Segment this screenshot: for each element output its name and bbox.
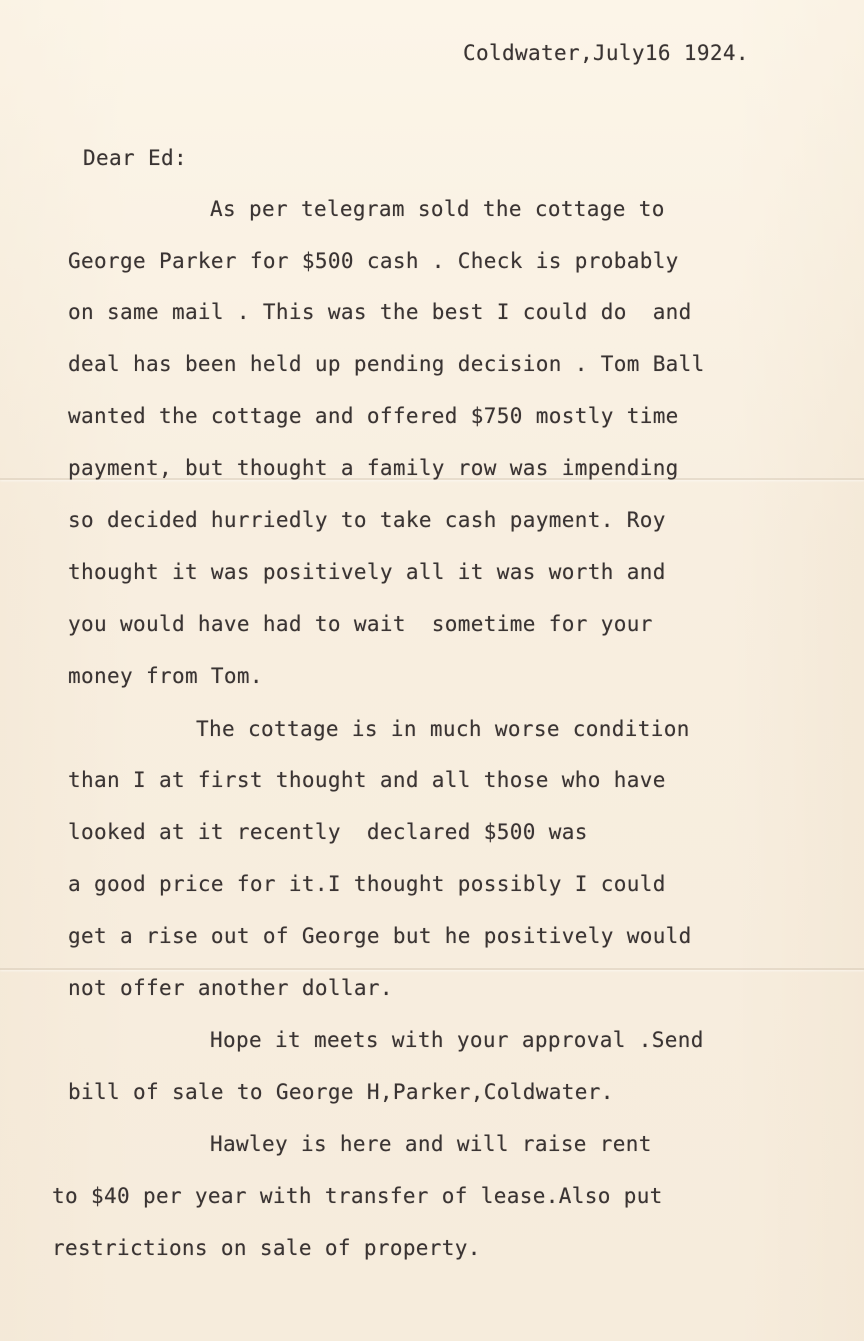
letter-body-line: get a rise out of George but he positively would	[68, 924, 692, 948]
letter-body-line: Hawley is here and will raise rent	[210, 1132, 652, 1156]
paper-fold-crease	[0, 968, 864, 970]
letter-body-line: restrictions on sale of property.	[52, 1236, 481, 1260]
letter-salutation: Dear Ed:	[83, 146, 187, 170]
letter-dateline: Coldwater,July16 1924.	[463, 41, 749, 65]
letter-body-line: payment, but thought a family row was impending	[68, 456, 679, 480]
letter-body-line: Hope it meets with your approval .Send	[210, 1028, 704, 1052]
letter-body-line: not offer another dollar.	[68, 976, 393, 1000]
letter-body-line: deal has been held up pending decision . Tom Ball	[68, 352, 705, 376]
letter-body-line: thought it was positively all it was worth and	[68, 560, 666, 584]
letter-body-line: to $40 per year with transfer of lease.Also put	[52, 1184, 663, 1208]
letter-body-line: looked at it recently declared $500 was	[68, 820, 588, 844]
letter-body-line: on same mail . This was the best I could do and	[68, 300, 692, 324]
letter-body-line: The cottage is in much worse condition	[196, 717, 690, 741]
letter-body-line: wanted the cottage and offered $750 mostly time	[68, 404, 679, 428]
letter-body-line: so decided hurriedly to take cash payment. Roy	[68, 508, 666, 532]
letter-body-line: a good price for it.I thought possibly I could	[68, 872, 666, 896]
letter-body-line: than I at first thought and all those who have	[68, 768, 666, 792]
letter-body-line: As per telegram sold the cottage to	[210, 197, 665, 221]
letter-body-line: you would have had to wait sometime for your	[68, 612, 653, 636]
letter-body-line: George Parker for $500 cash . Check is probably	[68, 249, 679, 273]
letter-body-line: money from Tom.	[68, 664, 263, 688]
letter-body-line: bill of sale to George H,Parker,Coldwater.	[68, 1080, 614, 1104]
